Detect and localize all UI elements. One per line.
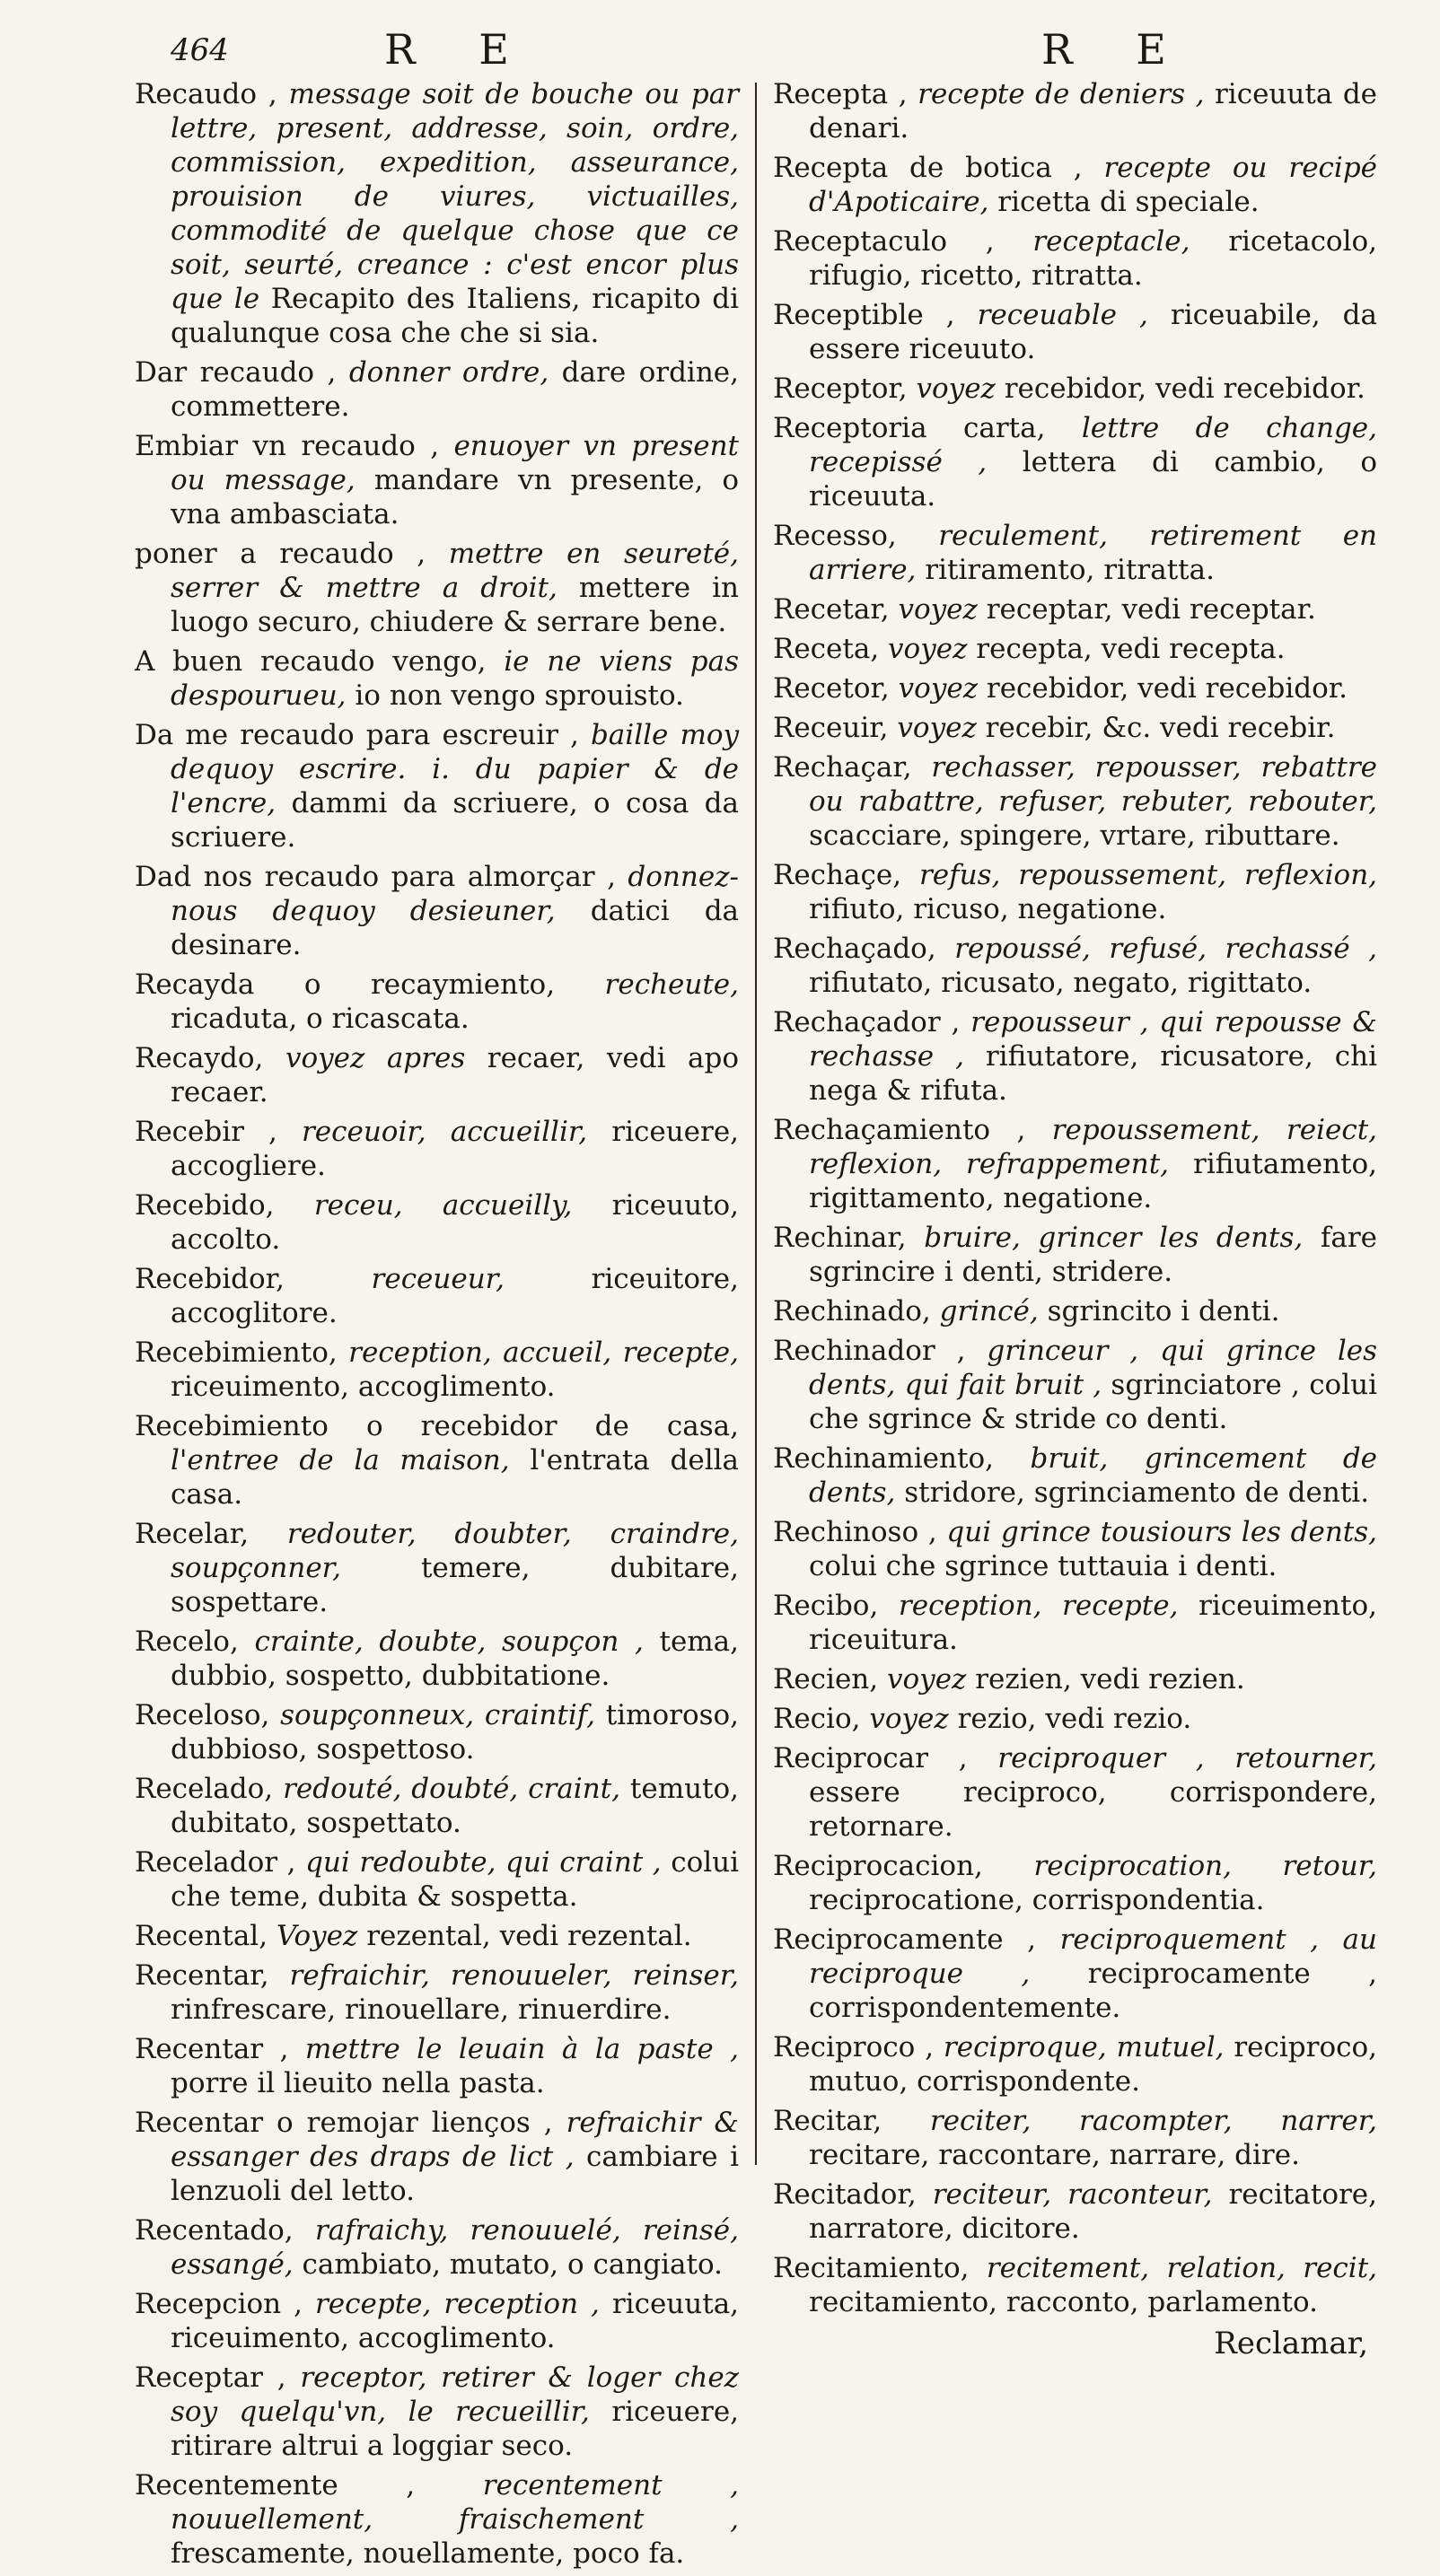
entry-french: voyez apres xyxy=(285,1042,466,1074)
entry-italian: receptar, vedi receptar. xyxy=(986,593,1316,626)
dictionary-entry xyxy=(135,1625,739,1693)
dictionary-entry xyxy=(135,77,739,350)
entry-italian: sgrincito i denti. xyxy=(1047,1295,1280,1327)
entry-headword: Recepta de botica , xyxy=(773,152,1083,184)
entry-italian: mandare vn presente, o vna ambasciata. xyxy=(171,464,739,530)
entry-headword: Reciprocacion, xyxy=(773,1850,983,1882)
entry-french: bruit, grincement de dents, xyxy=(809,1442,1378,1509)
dictionary-entry xyxy=(773,1441,1377,1510)
running-head-left: R E xyxy=(384,25,534,74)
entry-french: reculement, retirement en arriere, xyxy=(809,520,1378,586)
entry-french: reception, recepte, xyxy=(898,1590,1179,1622)
entry-italian: mettere in luogo securo, chiudere & serrare bene. xyxy=(171,572,740,638)
entry-french: baille moy dequoy escrire. i. du papier & de l'encre, xyxy=(171,719,740,819)
entry-italian: riceuimento, riceuitura. xyxy=(809,1590,1378,1656)
entry-french: receueur, xyxy=(371,1263,505,1295)
entry-italian: cambiare i lenzuoli del letto. xyxy=(171,2141,740,2207)
entry-french: grincé, xyxy=(939,1295,1039,1327)
dictionary-entry xyxy=(135,1041,739,1109)
entry-french: reciprocation, retour, xyxy=(1033,1850,1378,1882)
entry-headword: Receuir, xyxy=(773,712,889,744)
entry-italian: dare ordine, commettere. xyxy=(171,356,740,423)
dictionary-entry xyxy=(135,1919,739,1953)
entry-headword: Recebir , xyxy=(135,1116,277,1148)
page-number: 464 xyxy=(171,32,229,68)
entry-french: enuoyer vn present ou message, xyxy=(171,430,740,496)
dictionary-entry xyxy=(773,372,1377,406)
dictionary-entry xyxy=(135,1409,739,1511)
dictionary-entry xyxy=(773,711,1377,745)
entry-headword: Receptible , xyxy=(773,299,955,331)
entry-french: donnez-nous dequoy desieuner, xyxy=(171,861,740,927)
dictionary-entry xyxy=(135,1336,739,1404)
entry-french: qui grince tousiours les dents, xyxy=(946,1516,1378,1548)
entry-italian: riceuimento, accoglimento. xyxy=(171,1371,556,1403)
entry-french: voyez xyxy=(898,672,979,705)
entry-headword: Recelar, xyxy=(135,1518,250,1550)
entry-italian: temere, dubitare, sospettare. xyxy=(171,1552,740,1618)
dictionary-entry xyxy=(135,2287,739,2355)
entry-italian: riceuabile, da essere riceuuto. xyxy=(809,299,1378,365)
dictionary-entry xyxy=(135,1262,739,1330)
entry-headword: Recepcion , xyxy=(135,2288,303,2320)
entry-french: receu, accueilly, xyxy=(313,1189,573,1222)
entry-headword: poner a recaudo , xyxy=(135,538,426,570)
dictionary-entry xyxy=(773,1113,1377,1215)
entry-french: redouter, doubter, craindre, soupçonner, xyxy=(171,1518,740,1584)
dictionary-entry xyxy=(773,2030,1377,2098)
dictionary-entry xyxy=(135,2468,739,2571)
entry-french: voyez xyxy=(916,372,996,405)
entry-italian: recebir, &c. vedi recebir. xyxy=(985,712,1336,744)
dictionary-entry xyxy=(135,2361,739,2463)
entry-headword: Recelo, xyxy=(135,1625,239,1658)
entry-italian: rezio, vedi rezio. xyxy=(957,1703,1192,1735)
entry-headword: Recentemente , xyxy=(135,2469,416,2502)
dictionary-entry xyxy=(773,1589,1377,1657)
entry-headword: Recibo, xyxy=(773,1590,879,1622)
entry-headword: Recelado, xyxy=(135,1773,274,1805)
entry-headword: Recentar o remojar lienços , xyxy=(135,2107,553,2139)
entry-italian: stridore, sgrinciamento de denti. xyxy=(904,1476,1370,1509)
entry-french: donner ordre, xyxy=(348,356,549,389)
entry-french: repoussement, reiect, reflexion, refrappement, xyxy=(809,1114,1378,1180)
entry-french: refraichir & essanger des draps de lict , xyxy=(171,2107,740,2173)
entry-headword: Recebimiento o recebidor de casa, xyxy=(135,1410,740,1442)
entry-italian: rifiutato, ricusato, negato, rigittato. xyxy=(809,967,1313,999)
entry-headword: Receta, xyxy=(773,633,880,665)
entry-headword: A buen recaudo vengo, xyxy=(135,645,487,678)
entry-french: recepte ou recipé d'Apoticaire, xyxy=(809,152,1378,218)
entry-french: voyez xyxy=(898,593,978,626)
entry-headword: Rechaçe, xyxy=(773,859,902,891)
right-column xyxy=(773,77,1377,2576)
entry-french: voyez xyxy=(888,633,968,665)
entry-italian: reciprocatione, corrispondentia. xyxy=(809,1884,1265,1916)
dictionary-entry xyxy=(773,1849,1377,1917)
catchword: Reclamar, xyxy=(1214,2326,1369,2361)
dictionary-entry xyxy=(135,2213,739,2282)
entry-headword: Receptoria carta, xyxy=(773,412,1046,444)
dictionary-entry xyxy=(773,1662,1377,1696)
dictionary-entry xyxy=(773,2251,1377,2319)
dictionary-entry xyxy=(773,1005,1377,1108)
entry-french: voyez xyxy=(887,1663,967,1695)
dictionary-entry xyxy=(135,1698,739,1766)
entry-italian: fare sgrincire i denti, stridere. xyxy=(809,1222,1377,1288)
entry-italian: rifiutamento, rigittamento, negatione. xyxy=(809,1148,1378,1214)
dictionary-entry xyxy=(135,1115,739,1183)
entry-headword: Embiar vn recaudo , xyxy=(135,430,440,462)
entry-italian: scacciare, spingere, vrtare, ributtare. xyxy=(809,819,1340,852)
entry-headword: Recentar, xyxy=(135,1959,269,1992)
entry-italian: recepta, vedi recepta. xyxy=(976,633,1286,665)
dictionary-entry xyxy=(135,537,739,639)
entry-italian: riceuere, accogliere. xyxy=(171,1116,740,1182)
entry-french: rafraichy, renouuelé, reinsé, essangé, xyxy=(171,2214,739,2281)
entry-italian: riceuitore, accoglitore. xyxy=(171,1263,740,1329)
entry-italian: sgrinciatore , colui che sgrince & stride co denti. xyxy=(809,1369,1378,1435)
entry-italian: recebidor, vedi recebidor. xyxy=(1004,372,1365,405)
dictionary-entry xyxy=(773,411,1377,513)
entry-headword: Recitamiento, xyxy=(773,2252,970,2284)
entry-italian: recitatore, narratore, dicitore. xyxy=(809,2178,1378,2245)
entry-italian: dammi da scriuere, o cosa da scriuere. xyxy=(171,787,740,854)
entry-french: recepte de deniers , xyxy=(918,78,1205,110)
entry-italian: rinfrescare, rinouellare, rinuerdire. xyxy=(171,1993,672,2026)
entry-headword: Recaydo, xyxy=(135,1042,264,1074)
dictionary-entry xyxy=(773,671,1377,705)
entry-headword: Rechaçar, xyxy=(773,751,912,784)
entry-french: reciproque, mutuel, xyxy=(943,2031,1225,2063)
entry-headword: Recio, xyxy=(773,1703,861,1735)
entry-french: lettre de change, recepissé , xyxy=(809,412,1378,478)
entry-italian: colui che teme, dubita & sospetta. xyxy=(171,1846,740,1913)
entry-french: ie ne viens pas despourueu, xyxy=(171,645,740,712)
dictionary-entry xyxy=(773,519,1377,587)
entry-italian: rezental, vedi rezental. xyxy=(366,1920,692,1952)
entry-italian: porre il lieuito nella pasta. xyxy=(171,2067,545,2099)
entry-headword: Recayda o recaymiento, xyxy=(135,968,556,1001)
entry-italian: recebidor, vedi recebidor. xyxy=(986,672,1348,705)
entry-headword: Receptaculo , xyxy=(773,225,995,258)
entry-headword: Receptar , xyxy=(135,2361,286,2394)
page-header xyxy=(135,25,1377,77)
entry-headword: Recesso, xyxy=(773,520,897,552)
dictionary-entry xyxy=(773,1294,1377,1328)
dictionary-entry xyxy=(773,1702,1377,1736)
entry-italian: rezien, vedi rezien. xyxy=(975,1663,1245,1695)
entry-italian: io non vengo sprouisto. xyxy=(355,679,684,712)
entry-headword: Dad nos recaudo para almorçar , xyxy=(135,861,616,893)
dictionary-entry xyxy=(773,2104,1377,2172)
entry-french: reciproquer , retourner, xyxy=(997,1742,1378,1774)
dictionary-entry xyxy=(135,1772,739,1840)
dictionary-entry xyxy=(773,632,1377,666)
dictionary-entry xyxy=(773,1334,1377,1436)
entry-italian: l'entrata della casa. xyxy=(171,1444,740,1511)
entry-french: receuoir, accueillir, xyxy=(301,1116,588,1148)
entry-italian: riceuuto, accolto. xyxy=(171,1189,740,1256)
dictionary-entry xyxy=(135,1188,739,1257)
entry-headword: Rechaçador , xyxy=(773,1006,961,1038)
dictionary-entry xyxy=(135,429,739,531)
dictionary-entry xyxy=(135,644,739,713)
entry-french: reciteur, raconteur, xyxy=(932,2178,1213,2211)
entry-headword: Recitar, xyxy=(773,2105,882,2137)
dictionary-entry xyxy=(773,298,1377,366)
entry-headword: Reciprocamente , xyxy=(773,1923,1037,1956)
dictionary-entry xyxy=(773,1221,1377,1289)
entry-italian: frescamente, nouellamente, poco fa. xyxy=(171,2537,685,2570)
entry-italian: Recapito des Italiens, ricapito di qualunque cosa che che si sia. xyxy=(171,283,740,349)
entry-headword: Recetar, xyxy=(773,593,890,626)
entry-french: crainte, doubte, soupçon , xyxy=(254,1625,644,1658)
entry-french: refus, repoussement, reflexion, xyxy=(918,859,1378,891)
entry-french: reciproquement , au reciproque , xyxy=(809,1923,1378,1990)
entry-french: voyez xyxy=(869,1703,949,1735)
entry-headword: Receptor, xyxy=(773,372,908,405)
entry-italian: reciproco, mutuo, corrispondente. xyxy=(809,2031,1378,2098)
entry-french: message soit de bouche ou par lettre, present, addresse, soin, ordre, commission, expedition, asseurance, prouision de viures, victuailles, commodité de quelque chose que ce soit, seurté, creance : c'est encor plus que le xyxy=(171,78,740,315)
entry-french: l'entree de la maison, xyxy=(171,1444,510,1476)
entry-headword: Rechinar, xyxy=(773,1222,907,1254)
dictionary-entry xyxy=(135,718,739,854)
entry-italian: reciprocamente , corrispondentemente. xyxy=(809,1958,1378,2024)
dictionary-entry xyxy=(135,1958,739,2027)
entry-italian: riceuuta, riceuimento, accoglimento. xyxy=(171,2288,740,2354)
entry-italian: essere reciproco, corrispondere, retornare. xyxy=(809,1776,1378,1843)
entry-italian: rifiutatore, ricusatore, chi nega & rifuta. xyxy=(809,1040,1378,1107)
entry-headword: Receloso, xyxy=(135,1699,270,1731)
entry-italian: tema, dubbio, sospetto, dubbitatione. xyxy=(171,1625,740,1692)
entry-french: grinceur , qui grince les dents, qui fait bruit , xyxy=(809,1335,1378,1401)
entry-headword: Rechaçado, xyxy=(773,933,936,965)
entry-italian: rifiuto, ricuso, negatione. xyxy=(809,893,1167,925)
entry-headword: Recentar , xyxy=(135,2033,289,2065)
entry-headword: Dar recaudo , xyxy=(135,356,337,389)
entry-french: recentement , nouuellement, fraischement , xyxy=(171,2469,740,2536)
entry-italian: ricaduta, o ricascata. xyxy=(171,1003,470,1035)
entry-french: voyez xyxy=(897,712,977,744)
entry-french: reception, accueil, recepte, xyxy=(348,1336,740,1369)
entry-french: mettre en seureté, serrer & mettre a droit, xyxy=(171,538,739,604)
entry-french: reciter, racompter, narrer, xyxy=(929,2105,1378,2137)
entry-headword: Da me recaudo para escreuir , xyxy=(135,719,579,751)
entry-headword: Recental, xyxy=(135,1920,268,1952)
two-column-body xyxy=(135,77,1377,2576)
entry-headword: Rechinado, xyxy=(773,1295,931,1327)
entry-italian: colui che sgrince tuttauia i denti. xyxy=(809,1550,1278,1582)
entry-headword: Rechinador , xyxy=(773,1335,966,1367)
dictionary-entry xyxy=(773,2177,1377,2246)
entry-headword: Recentado, xyxy=(135,2214,294,2247)
dictionary-entry xyxy=(773,1923,1377,2025)
dictionary-entry xyxy=(773,1741,1377,1844)
entry-italian: cambiato, mutato, o cangiato. xyxy=(302,2248,723,2281)
entry-french: repoussé, refusé, rechassé , xyxy=(954,933,1378,965)
entry-headword: Rechinamiento, xyxy=(773,1442,994,1475)
entry-headword: Recien, xyxy=(773,1663,879,1695)
dictionary-entry xyxy=(135,2106,739,2208)
entry-italian: recitamiento, racconto, parlamento. xyxy=(809,2286,1318,2318)
entry-french: soupçonneux, craintif, xyxy=(280,1699,595,1731)
entry-italian: lettera di cambio, o riceuuta. xyxy=(809,446,1378,513)
entry-french: recepte, reception , xyxy=(314,2288,600,2320)
dictionary-entry xyxy=(135,860,739,962)
entry-italian: ricetacolo, rifugio, ricetto, ritratta. xyxy=(809,225,1378,292)
entry-headword: Recaudo , xyxy=(135,78,277,110)
entry-french: recheute, xyxy=(604,968,740,1001)
column-rule xyxy=(755,83,757,2165)
entry-french: receuable , xyxy=(977,299,1148,331)
dictionary-entry xyxy=(773,592,1377,626)
entry-italian: ricetta di speciale. xyxy=(997,186,1260,218)
dictionary-entry xyxy=(135,1517,739,1619)
entry-french: Voyez xyxy=(276,1920,358,1952)
entry-italian: ritiramento, ritratta. xyxy=(925,554,1215,586)
entry-headword: Recebidor, xyxy=(135,1263,285,1295)
entry-french: rechasser, repousser, rebattre ou rabattre, refuser, rebuter, rebouter, xyxy=(809,751,1378,818)
dictionary-entry xyxy=(773,1515,1377,1583)
entry-french: refraichir, renouueler, reinser, xyxy=(289,1959,740,1992)
dictionary-entry xyxy=(135,2032,739,2100)
entry-french: mettre le leuain à la paste , xyxy=(304,2033,740,2065)
entry-french: receptor, retirer & loger chez soy quelqu'vn, le recueillir, xyxy=(171,2361,740,2428)
entry-italian: riceuere, ritirare altrui a loggiar seco. xyxy=(171,2396,740,2462)
entry-headword: Recelador , xyxy=(135,1846,296,1879)
entry-italian: temuto, dubitato, sospettato. xyxy=(171,1773,740,1839)
entry-french: recitement, relation, recit, xyxy=(986,2252,1378,2284)
entry-headword: Rechaçamiento , xyxy=(773,1114,1026,1146)
running-head-right: R E xyxy=(1041,25,1191,74)
dictionary-entry xyxy=(135,355,739,424)
dictionary-entry xyxy=(773,932,1377,1000)
entry-french: receptacle, xyxy=(1032,225,1190,258)
dictionary-entry xyxy=(135,968,739,1036)
entry-headword: Recitador, xyxy=(773,2178,917,2211)
dictionary-entry xyxy=(773,750,1377,853)
dictionary-entry xyxy=(773,77,1377,145)
dictionary-entry xyxy=(773,151,1377,219)
entry-french: bruire, grincer les dents, xyxy=(924,1222,1304,1254)
entry-french: qui redoubte, qui craint , xyxy=(305,1846,662,1879)
entry-headword: Reciprocar , xyxy=(773,1742,968,1774)
entry-italian: recitare, raccontare, narrare, dire. xyxy=(809,2139,1300,2171)
entry-italian: datici da desinare. xyxy=(171,895,740,961)
entry-italian: riceuuta de denari. xyxy=(809,78,1378,145)
entry-headword: Recebido, xyxy=(135,1189,275,1222)
left-column xyxy=(135,77,755,2576)
entry-headword: Recepta , xyxy=(773,78,908,110)
dictionary-entry xyxy=(773,858,1377,926)
dictionary-entry xyxy=(773,224,1377,293)
entry-italian: recaer, vedi apo recaer. xyxy=(171,1042,740,1108)
entry-french: repousseur , qui repousse & rechasse , xyxy=(809,1006,1378,1073)
dictionary-entry xyxy=(135,1845,739,1914)
entry-headword: Reciproco , xyxy=(773,2031,935,2063)
entry-headword: Recebimiento, xyxy=(135,1336,338,1369)
entry-headword: Rechinoso , xyxy=(773,1516,937,1548)
entry-headword: Recetor, xyxy=(773,672,890,705)
entry-italian: timoroso, dubbioso, sospettoso. xyxy=(171,1699,740,1766)
entry-french: redouté, doubté, craint, xyxy=(283,1773,620,1805)
